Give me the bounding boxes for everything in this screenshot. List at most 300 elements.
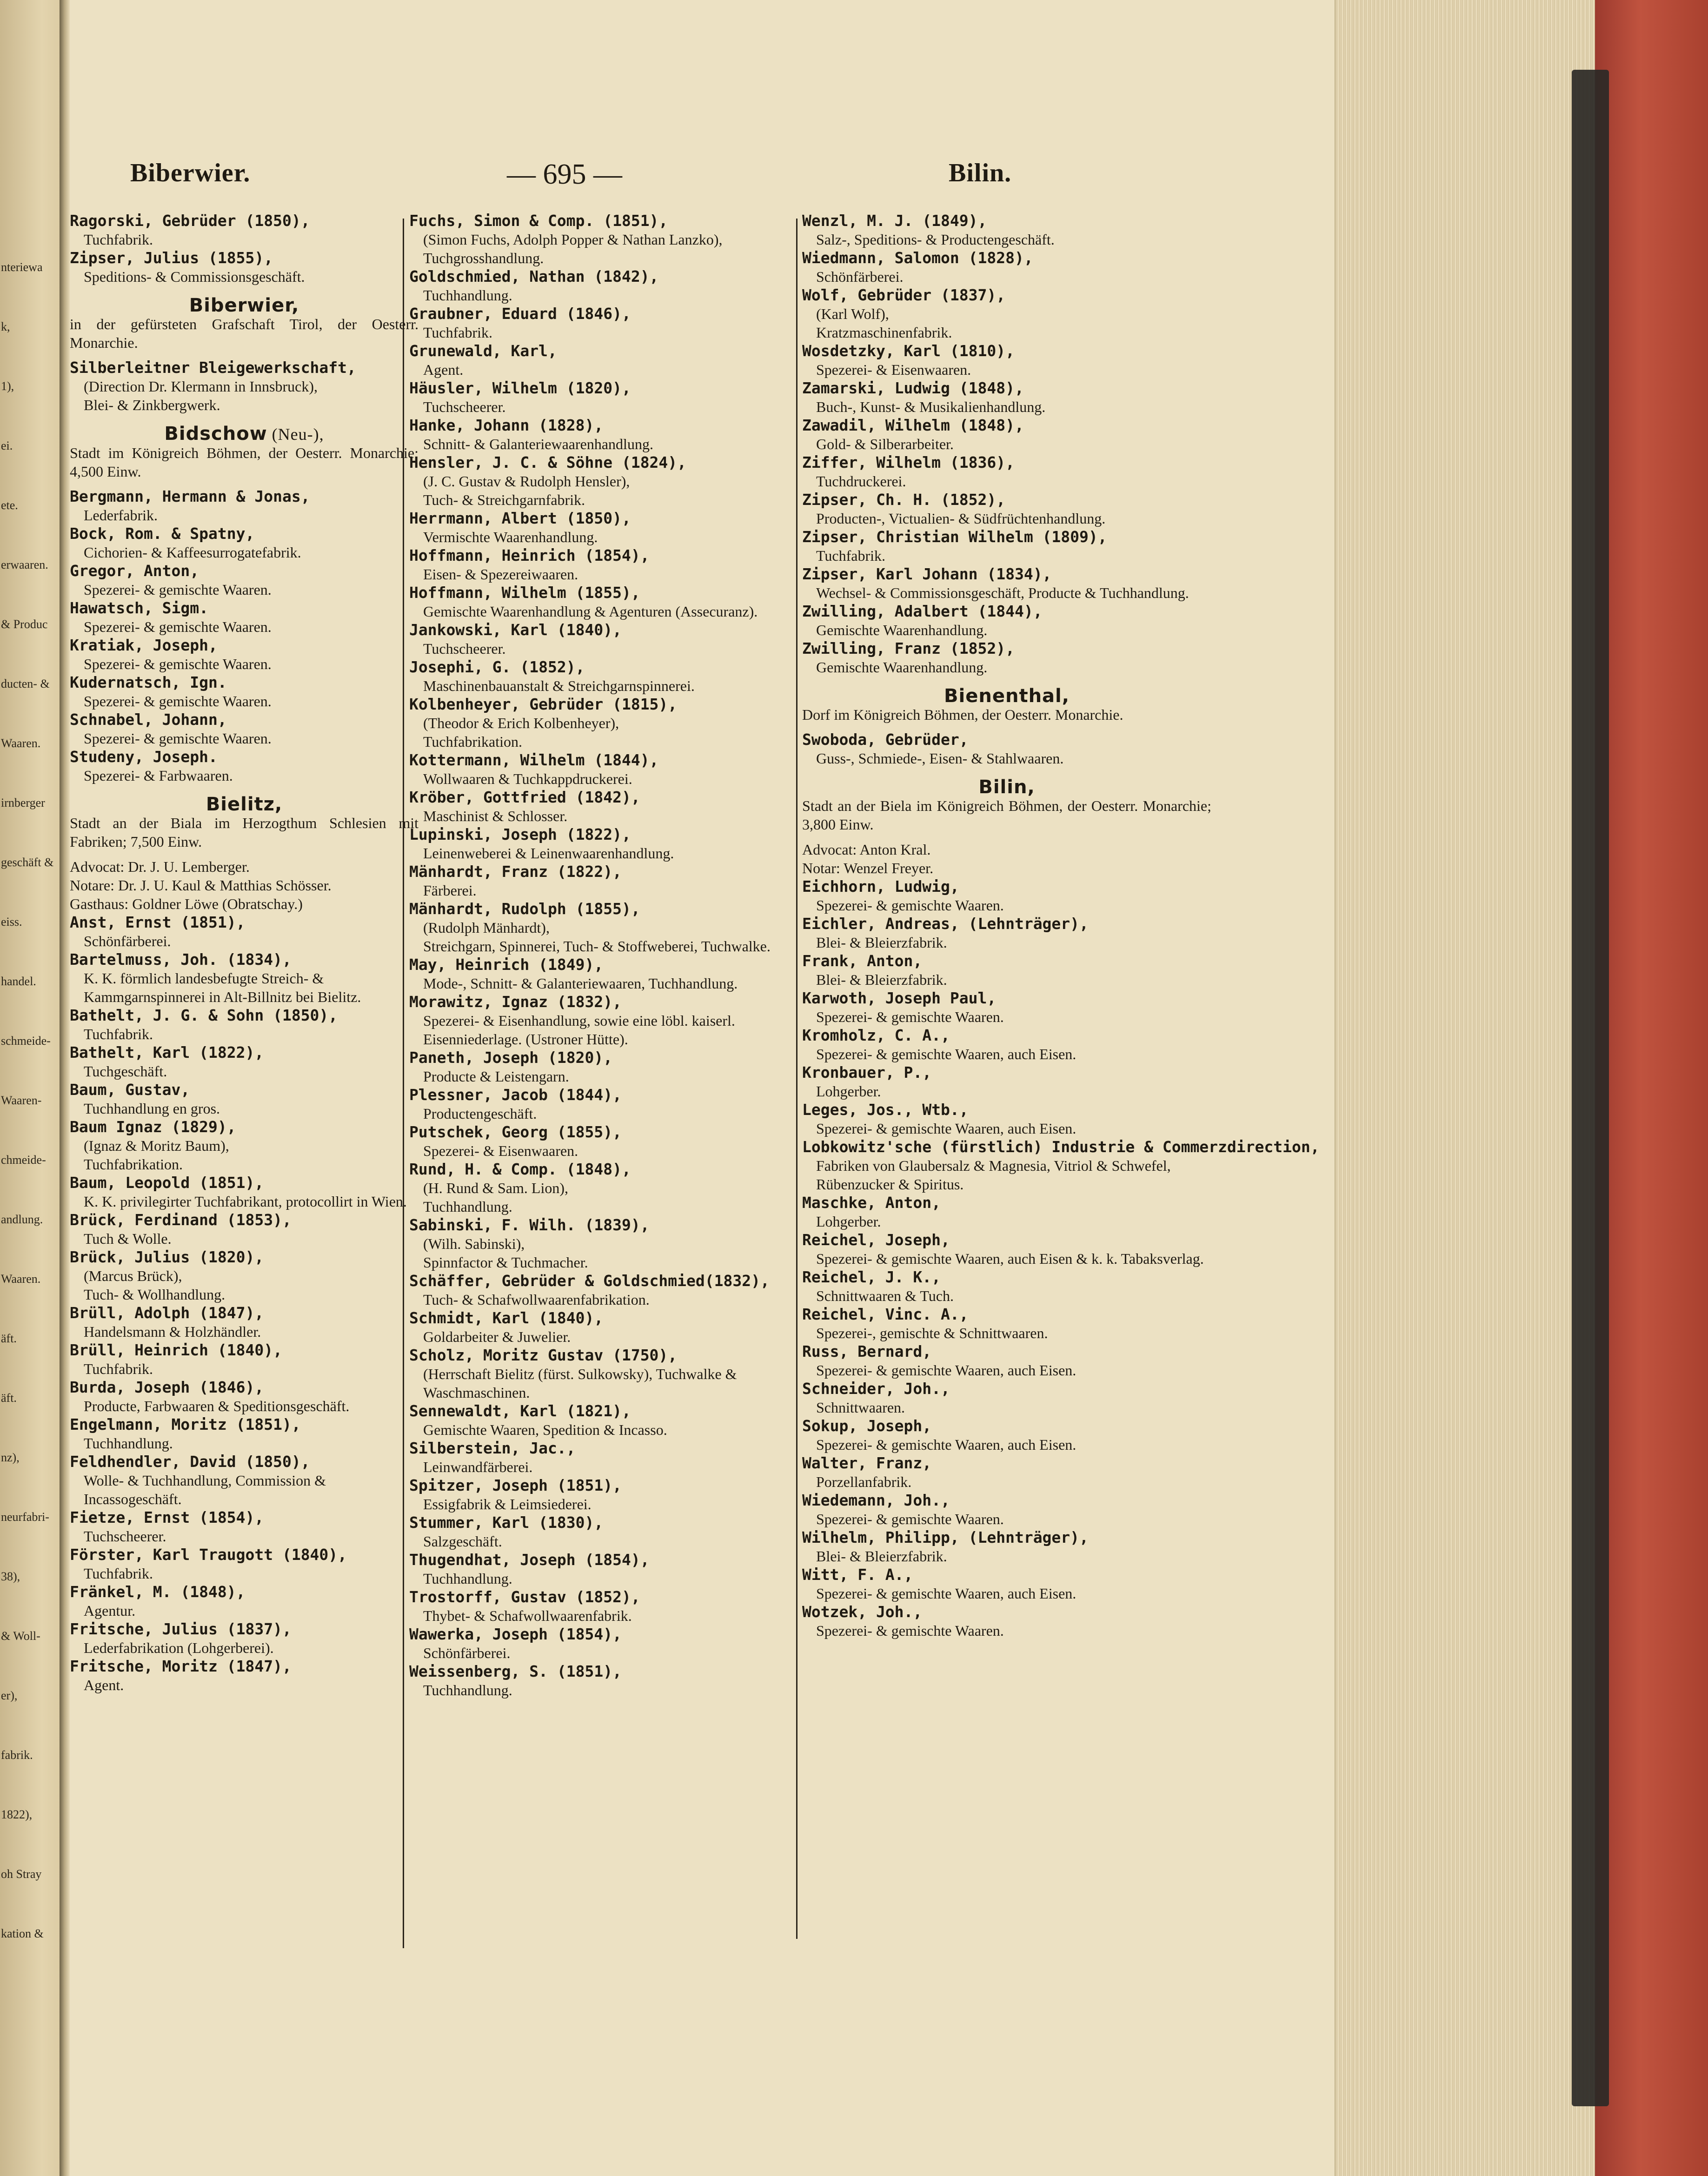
directory-entry bbox=[70, 524, 419, 562]
entry-name: Lobkowitz'sche (fürstlich) Industrie & Commerzdirection, bbox=[802, 1138, 1320, 1156]
entry-name: Fietze, Ernst (1854), bbox=[70, 1508, 264, 1526]
left-page-fragment: äft. bbox=[1, 1332, 17, 1345]
entry-name: Hoffmann, Wilhelm (1855), bbox=[409, 584, 640, 602]
entry-detail: Blei- & Zinkbergwerk. bbox=[84, 397, 220, 413]
entry-name: Häusler, Wilhelm (1820), bbox=[409, 379, 631, 397]
directory-entry bbox=[409, 509, 809, 546]
directory-entry bbox=[802, 1305, 1211, 1342]
entry-detail: (Direction Dr. Klermann in Innsbruck), bbox=[84, 378, 318, 395]
entry-detail: (Theodor & Erich Kolbenheyer), bbox=[423, 715, 619, 731]
directory-entry bbox=[409, 862, 809, 900]
directory-entry bbox=[70, 1248, 419, 1304]
entry-detail: Productengeschäft. bbox=[423, 1105, 537, 1122]
entry-name: Hanke, Johann (1828), bbox=[409, 416, 604, 434]
section-description: Stadt an der Biela im Königreich Böhmen, der Oesterr. Monarchie; 3,800 Einw. bbox=[802, 797, 1211, 833]
left-page-fragment: ete. bbox=[1, 498, 18, 512]
entry-name: Baum, Gustav, bbox=[70, 1081, 190, 1099]
entry-name: Fuchs, Simon & Comp. (1851), bbox=[409, 212, 668, 230]
left-page-fragment: Waaren- bbox=[1, 1094, 42, 1107]
entry-detail: Wolle- & Tuchhandlung, Commission & Incassogeschäft. bbox=[84, 1472, 326, 1507]
entry-detail: Tuchscheerer. bbox=[423, 640, 506, 657]
directory-entry bbox=[409, 584, 809, 621]
left-page-fragment: andlung. bbox=[1, 1213, 43, 1226]
entry-name: Bock, Rom. & Spatny, bbox=[70, 524, 255, 543]
running-header-right: Bilin. bbox=[949, 159, 1012, 187]
entry-name: Russ, Bernard, bbox=[802, 1342, 932, 1360]
entry-detail: Schnittwaaren. bbox=[816, 1399, 905, 1416]
entry-name: Mänhardt, Franz (1822), bbox=[409, 862, 622, 881]
entry-name: Förster, Karl Traugott (1840), bbox=[70, 1546, 347, 1564]
directory-entry bbox=[70, 1081, 419, 1118]
entry-detail: Maschinist & Schlosser. bbox=[423, 808, 568, 824]
directory-entry bbox=[802, 989, 1211, 1026]
directory-entry bbox=[802, 1194, 1211, 1231]
entry-detail: Tuchhandlung. bbox=[84, 1435, 173, 1452]
entry-name: Kratiak, Joseph, bbox=[70, 636, 218, 654]
entry-name: Wotzek, Joh., bbox=[802, 1603, 923, 1621]
entry-name: Brüll, Heinrich (1840), bbox=[70, 1341, 282, 1359]
directory-entry bbox=[409, 955, 809, 993]
entry-detail: (Rudolph Mänhardt), bbox=[423, 919, 550, 936]
entry-name: Stummer, Karl (1830), bbox=[409, 1513, 604, 1532]
entry-detail: Gemischte Waaren, Spedition & Incasso. bbox=[423, 1421, 667, 1438]
entry-detail: Cichorien- & Kaffeesurrogatefabrik. bbox=[84, 544, 301, 561]
page-block-edge bbox=[1335, 0, 1596, 2176]
directory-entry bbox=[409, 1625, 809, 1662]
entry-name: Leges, Jos., Wtb., bbox=[802, 1101, 969, 1119]
official-listing: Advocat: Anton Kral. bbox=[802, 841, 931, 858]
entry-detail: Spezerei- & gemischte Waaren. bbox=[84, 656, 272, 672]
entry-name: Schneider, Joh., bbox=[802, 1380, 950, 1398]
entry-name: Sabinski, F. Wilh. (1839), bbox=[409, 1216, 650, 1234]
directory-entry bbox=[409, 1551, 809, 1588]
left-page-fragment: er), bbox=[1, 1689, 18, 1702]
entry-detail: Tuchhandlung. bbox=[423, 1570, 512, 1587]
directory-entry bbox=[802, 1026, 1211, 1063]
entry-detail: Producte & Leistengarn. bbox=[423, 1068, 569, 1085]
entry-detail: (Ignaz & Moritz Baum), bbox=[84, 1137, 229, 1154]
left-page-fragment: irnberger bbox=[1, 796, 45, 809]
section-heading bbox=[70, 795, 419, 814]
entry-detail: Blei- & Bleierzfabrik. bbox=[816, 934, 947, 951]
directory-entry bbox=[70, 913, 419, 950]
entry-detail: Gemischte Waarenhandlung & Agenturen (Assecuranz). bbox=[423, 603, 758, 620]
directory-entry bbox=[802, 1138, 1320, 1194]
left-page-fragment: & Produc bbox=[1, 617, 48, 631]
entry-name: Zwilling, Franz (1852), bbox=[802, 639, 1015, 657]
entry-detail: Lohgerber. bbox=[816, 1083, 881, 1100]
entry-detail: Tuchhandlung. bbox=[423, 1198, 512, 1215]
section-description: in der gefürsteten Grafschaft Tirol, der Oesterr. Monarchie. bbox=[70, 316, 419, 351]
entry-detail: Salzgeschäft. bbox=[423, 1533, 502, 1550]
entry-detail: Producte, Farbwaaren & Speditionsgeschäft. bbox=[84, 1398, 350, 1414]
directory-entry bbox=[802, 1380, 1211, 1417]
entry-detail: Guss-, Schmiede-, Eisen- & Stahlwaaren. bbox=[816, 750, 1064, 767]
section-heading bbox=[70, 425, 419, 444]
directory-entry bbox=[70, 1583, 419, 1620]
section-description: Stadt an der Biala im Herzogthum Schlesien mit Fabriken; 7,500 Einw. bbox=[70, 815, 419, 850]
directory-entry bbox=[802, 453, 1211, 491]
entry-name: Wosdetzky, Karl (1810), bbox=[802, 342, 1015, 360]
directory-entry bbox=[802, 1417, 1211, 1454]
entry-detail: (Herrschaft Bielitz (fürst. Sulkowsky), Tuchwalke & Waschmaschinen. bbox=[423, 1366, 737, 1401]
entry-detail: Tuchfabrik. bbox=[816, 547, 886, 564]
entry-detail: Spezerei- & Eisenwaaren. bbox=[423, 1142, 578, 1159]
entry-detail: Thybet- & Schafwollwaarenfabrik. bbox=[423, 1607, 632, 1624]
entry-detail: Tuch- & Streichgarnfabrik. bbox=[423, 491, 585, 508]
entry-name: May, Heinrich (1849), bbox=[409, 955, 604, 974]
entry-detail: Spezerei- & gemischte Waaren. bbox=[84, 618, 272, 635]
entry-detail: Spezerei- & gemischte Waaren, auch Eisen. bbox=[816, 1436, 1077, 1453]
directory-entry bbox=[802, 1342, 1211, 1380]
entry-detail: Spezerei- & Eisenwaaren. bbox=[816, 361, 971, 378]
left-page-fragment: fabrik. bbox=[1, 1748, 33, 1762]
spacer bbox=[802, 724, 1211, 730]
directory-entry bbox=[70, 562, 419, 599]
entry-detail: Essigfabrik & Leimsiederei. bbox=[423, 1496, 591, 1513]
left-page-fragment: neurfabri- bbox=[1, 1510, 49, 1524]
directory-entry bbox=[802, 639, 1211, 677]
directory-entry bbox=[802, 565, 1211, 602]
directory-entry bbox=[70, 950, 419, 1006]
entry-detail: Blei- & Bleierzfabrik. bbox=[816, 971, 947, 988]
directory-entry bbox=[802, 1231, 1211, 1268]
entry-detail: Spezerei- & Eisenhandlung, sowie eine löbl. kaiserl. Eisenniederlage. (Ustroner Hütte). bbox=[423, 1012, 735, 1048]
left-page-fragment: handel. bbox=[1, 975, 36, 988]
entry-name: Jankowski, Karl (1840), bbox=[409, 621, 622, 639]
entry-name: Fritsche, Julius (1837), bbox=[70, 1620, 292, 1638]
left-page-fragment: 1822), bbox=[1, 1808, 33, 1821]
entry-detail: Producten-, Victualien- & Südfrüchtenhandlung. bbox=[816, 510, 1106, 527]
book-cover bbox=[1595, 0, 1708, 2176]
column-1 bbox=[70, 212, 419, 1694]
left-page-fragment: Waaren. bbox=[1, 736, 41, 750]
entry-detail: (J. C. Gustav & Rudolph Hensler), bbox=[423, 473, 630, 490]
entry-name: Wilhelm, Philipp, (Lehnträger), bbox=[802, 1528, 1089, 1546]
entry-name: Engelmann, Moritz (1851), bbox=[70, 1415, 301, 1433]
directory-entry bbox=[409, 1086, 809, 1123]
directory-entry bbox=[802, 1566, 1211, 1603]
entry-detail: Tuchhandlung. bbox=[423, 287, 512, 304]
entry-detail: Gemischte Waarenhandlung. bbox=[816, 622, 988, 638]
entry-detail: Tuchgeschäft. bbox=[84, 1063, 167, 1080]
entry-name: Burda, Joseph (1846), bbox=[70, 1378, 264, 1396]
entry-detail: Schönfärberei. bbox=[816, 268, 904, 285]
section-heading bbox=[802, 778, 1211, 796]
entry-name: Zawadil, Wilhelm (1848), bbox=[802, 416, 1024, 434]
directory-entry bbox=[409, 212, 809, 267]
directory-entry bbox=[802, 1268, 1211, 1305]
left-page-fragment: ei. bbox=[1, 439, 13, 452]
directory-entry bbox=[409, 1476, 809, 1513]
directory-entry bbox=[802, 249, 1211, 286]
left-page-fragment: 1), bbox=[1, 379, 14, 393]
directory-entry bbox=[802, 1528, 1211, 1566]
directory-entry bbox=[409, 342, 809, 379]
entry-name: Kudernatsch, Ign. bbox=[70, 673, 227, 691]
directory-entry bbox=[802, 877, 1211, 915]
entry-name: Reichel, Joseph, bbox=[802, 1231, 950, 1249]
entry-name: Rund, H. & Comp. (1848), bbox=[409, 1160, 631, 1178]
entry-name: Sennewaldt, Karl (1821), bbox=[409, 1402, 631, 1420]
entry-detail: Kratzmaschinenfabrik. bbox=[816, 324, 952, 341]
column-3 bbox=[802, 212, 1320, 1640]
directory-entry bbox=[802, 1063, 1211, 1101]
entry-detail: Spezerei- & gemischte Waaren. bbox=[84, 581, 272, 598]
directory-entry bbox=[409, 1272, 809, 1309]
directory-entry bbox=[70, 1043, 419, 1081]
official-listing: Gasthaus: Goldner Löwe (Obratschay.) bbox=[70, 896, 303, 912]
entry-name: Goldschmied, Nathan (1842), bbox=[409, 267, 659, 285]
directory-entry bbox=[70, 673, 419, 710]
entry-name: Feldhendler, David (1850), bbox=[70, 1453, 310, 1471]
section-place: Bienenthal, bbox=[944, 685, 1070, 707]
entry-name: Josephi, G. (1852), bbox=[409, 658, 585, 676]
directory-entry bbox=[70, 636, 419, 673]
entry-name: Kronbauer, P., bbox=[802, 1063, 932, 1081]
directory-entry bbox=[409, 621, 809, 658]
directory-entry bbox=[409, 993, 809, 1048]
entry-name: Schnabel, Johann, bbox=[70, 710, 227, 729]
entry-name: Weissenberg, S. (1851), bbox=[409, 1662, 622, 1680]
spacer bbox=[70, 851, 419, 857]
entry-detail: Goldarbeiter & Juwelier. bbox=[423, 1328, 571, 1345]
page-number: — 695 — bbox=[507, 159, 622, 190]
directory-entry bbox=[70, 1620, 419, 1657]
directory-entry bbox=[409, 695, 809, 751]
directory-entry bbox=[409, 825, 809, 862]
entry-name: Ragorski, Gebrüder (1850), bbox=[70, 212, 310, 230]
entry-name: Brüll, Adolph (1847), bbox=[70, 1304, 264, 1322]
section-place: Biberwier, bbox=[189, 295, 299, 316]
directory-entry bbox=[802, 1454, 1211, 1491]
directory-entry bbox=[70, 1546, 419, 1583]
directory-entry bbox=[802, 286, 1211, 342]
entry-detail: Schönfärberei. bbox=[84, 933, 171, 949]
entry-name: Bathelt, Karl (1822), bbox=[70, 1043, 264, 1061]
directory-entry bbox=[409, 416, 809, 453]
directory-entry bbox=[409, 1048, 809, 1086]
entry-detail: Wechsel- & Commissionsgeschäft, Producte & Tuchhandlung. bbox=[816, 584, 1189, 601]
entry-name: Wenzl, M. J. (1849), bbox=[802, 212, 987, 230]
entry-detail: Agent. bbox=[423, 361, 464, 378]
entry-name: Kromholz, C. A., bbox=[802, 1026, 950, 1044]
entry-detail: Gemischte Waarenhandlung. bbox=[816, 659, 988, 676]
entry-name: Thugendhat, Joseph (1854), bbox=[409, 1551, 650, 1569]
entry-detail: Mode-, Schnitt- & Galanteriewaaren, Tuchhandlung. bbox=[423, 975, 738, 992]
left-page-fragment: eiss. bbox=[1, 915, 22, 929]
entry-name: Swoboda, Gebrüder, bbox=[802, 730, 969, 749]
entry-detail: Wollwaaren & Tuchkappdruckerei. bbox=[423, 770, 632, 787]
entry-name: Gregor, Anton, bbox=[70, 562, 199, 580]
entry-detail: Tuchscheerer. bbox=[84, 1528, 166, 1545]
section-place: Bidschow bbox=[164, 423, 267, 444]
directory-entry bbox=[409, 1402, 809, 1439]
entry-detail: Spezerei- & gemischte Waaren, auch Eisen. bbox=[816, 1120, 1077, 1137]
directory-entry bbox=[70, 212, 419, 249]
directory-entry bbox=[802, 915, 1211, 952]
entry-name: Kolbenheyer, Gebrüder (1815), bbox=[409, 695, 678, 713]
directory-entry bbox=[802, 952, 1211, 989]
directory-entry bbox=[802, 528, 1211, 565]
entry-name: Bergmann, Hermann & Jonas, bbox=[70, 487, 310, 505]
book-spine-binding bbox=[1572, 70, 1609, 2106]
entry-name: Hoffmann, Heinrich (1854), bbox=[409, 546, 650, 564]
entry-name: Reichel, J. K., bbox=[802, 1268, 941, 1286]
directory-entry bbox=[70, 1415, 419, 1453]
directory-entry bbox=[70, 1118, 419, 1174]
entry-name: Kröber, Gottfried (1842), bbox=[409, 788, 640, 806]
section-place: Bielitz, bbox=[206, 794, 283, 815]
entry-detail: Tuch- & Wollhandlung. bbox=[84, 1286, 226, 1303]
section-description: Stadt im Königreich Böhmen, der Oesterr. Monarchie; 4,500 Einw. bbox=[70, 444, 419, 480]
directory-entry bbox=[802, 416, 1211, 453]
spacer bbox=[802, 834, 1211, 840]
entry-name: Anst, Ernst (1851), bbox=[70, 913, 246, 931]
entry-detail: Eisen- & Spezereiwaaren. bbox=[423, 566, 578, 583]
section-heading bbox=[802, 687, 1211, 705]
entry-detail: Tuchscheerer. bbox=[423, 398, 506, 415]
directory-entry bbox=[409, 658, 809, 695]
section-qualifier: (Neu-), bbox=[267, 425, 324, 444]
entry-detail: Schnitt- & Galanteriewaarenhandlung. bbox=[423, 436, 653, 452]
directory-entry bbox=[409, 751, 809, 788]
entry-detail: Spezerei- & gemischte Waaren, auch Eisen. bbox=[816, 1046, 1077, 1062]
entry-detail: Leinenweberei & Leinenwaarenhandlung. bbox=[423, 845, 674, 862]
entry-detail: Tuchhandlung. bbox=[423, 1682, 512, 1698]
left-page-fragment: & Woll- bbox=[1, 1629, 40, 1643]
entry-name: Ziffer, Wilhelm (1836), bbox=[802, 453, 1015, 471]
entry-detail: Tuchfabrik. bbox=[84, 231, 153, 248]
entry-detail: Tuchfabrikation. bbox=[84, 1156, 183, 1173]
entry-name: Schäffer, Gebrüder & Goldschmied(1832), bbox=[409, 1272, 770, 1290]
directory-entry bbox=[70, 358, 419, 414]
directory-entry bbox=[802, 212, 1211, 249]
directory-entry bbox=[802, 342, 1211, 379]
entry-detail: Färberei. bbox=[423, 882, 477, 899]
entry-detail: Tuchfabrik. bbox=[423, 324, 493, 341]
left-page-fragment: nz), bbox=[1, 1451, 20, 1464]
entry-detail: (H. Rund & Sam. Lion), bbox=[423, 1180, 568, 1196]
entry-name: Karwoth, Joseph Paul, bbox=[802, 989, 997, 1007]
directory-entry bbox=[70, 748, 419, 785]
entry-detail: Tuchhandlung en gros. bbox=[84, 1100, 220, 1117]
entry-name: Zipser, Julius (1855), bbox=[70, 249, 273, 267]
left-page-fragment: oh Stray bbox=[1, 1867, 42, 1881]
entry-name: Paneth, Joseph (1820), bbox=[409, 1048, 613, 1067]
entry-name: Morawitz, Ignaz (1832), bbox=[409, 993, 622, 1011]
entry-name: Baum Ignaz (1829), bbox=[70, 1118, 236, 1136]
entry-name: Wolf, Gebrüder (1837), bbox=[802, 286, 1006, 304]
directory-entry bbox=[409, 1216, 809, 1272]
section-description: Dorf im Königreich Böhmen, der Oesterr. Monarchie. bbox=[802, 706, 1123, 723]
entry-name: Zamarski, Ludwig (1848), bbox=[802, 379, 1024, 397]
entry-name: Zwilling, Adalbert (1844), bbox=[802, 602, 1043, 620]
directory-entry bbox=[70, 1006, 419, 1043]
directory-entry bbox=[802, 379, 1211, 416]
entry-detail: Lederfabrikation (Lohgerberei). bbox=[84, 1639, 274, 1656]
entry-detail: Spezerei- & gemischte Waaren. bbox=[816, 897, 1004, 914]
directory-entry bbox=[70, 599, 419, 636]
entry-detail: Maschinenbauanstalt & Streichgarnspinnerei. bbox=[423, 677, 695, 694]
left-page-fragment: nteriewa bbox=[1, 260, 43, 274]
directory-entry bbox=[802, 1491, 1211, 1528]
entry-name: Brück, Julius (1820), bbox=[70, 1248, 264, 1266]
directory-entry bbox=[409, 305, 809, 342]
entry-detail: Agentur. bbox=[84, 1602, 136, 1619]
entry-detail: Streichgarn, Spinnerei, Tuch- & Stoffweberei, Tuchwalke. bbox=[423, 938, 771, 955]
entry-detail: Spezerei- & Farbwaaren. bbox=[84, 767, 233, 784]
left-page-fragment: schmeide- bbox=[1, 1034, 51, 1048]
directory-entry bbox=[70, 1304, 419, 1341]
entry-name: Wawerka, Joseph (1854), bbox=[409, 1625, 622, 1643]
entry-name: Zipser, Ch. H. (1852), bbox=[802, 491, 1006, 509]
entry-name: Bartelmuss, Joh. (1834), bbox=[70, 950, 292, 969]
entry-name: Zipser, Karl Johann (1834), bbox=[802, 565, 1052, 583]
directory-entry bbox=[409, 1662, 809, 1699]
entry-name: Maschke, Anton, bbox=[802, 1194, 941, 1212]
entry-detail: (Simon Fuchs, Adolph Popper & Nathan Lanzko), bbox=[423, 231, 723, 248]
directory-entry bbox=[409, 1123, 809, 1160]
directory-entry bbox=[70, 1508, 419, 1546]
entry-detail: Spezerei- & gemischte Waaren, auch Eisen. bbox=[816, 1585, 1077, 1602]
directory-entry bbox=[409, 1309, 809, 1346]
entry-detail: (Karl Wolf), bbox=[816, 305, 889, 322]
entry-detail: Speditions- & Commissionsgeschäft. bbox=[84, 268, 305, 285]
running-header-left: Biberwier. bbox=[130, 159, 251, 187]
entry-name: Frank, Anton, bbox=[802, 952, 923, 970]
entry-name: Wiedemann, Joh., bbox=[802, 1491, 950, 1509]
section-place: Bilin, bbox=[978, 776, 1035, 798]
entry-detail: Spezerei- & gemischte Waaren, auch Eisen. bbox=[816, 1362, 1077, 1379]
entry-name: Silberstein, Jac., bbox=[409, 1439, 576, 1457]
entry-name: Hensler, J. C. & Söhne (1824), bbox=[409, 453, 687, 471]
entry-name: Lupinski, Joseph (1822), bbox=[409, 825, 631, 843]
entry-detail: Tuchdruckerei. bbox=[816, 473, 906, 490]
official-listing: Notar: Wenzel Freyer. bbox=[802, 860, 934, 876]
entry-detail: Spinnfactor & Tuchmacher. bbox=[423, 1254, 588, 1271]
directory-entry bbox=[409, 453, 809, 509]
official-listing: Notare: Dr. J. U. Kaul & Matthias Schösser. bbox=[70, 877, 332, 894]
entry-name: Plessner, Jacob (1844), bbox=[409, 1086, 622, 1104]
entry-name: Mänhardt, Rudolph (1855), bbox=[409, 900, 640, 918]
entry-name: Zipser, Christian Wilhelm (1809), bbox=[802, 528, 1107, 546]
left-page-fragment: erwaaren. bbox=[1, 558, 48, 571]
entry-detail: Spezerei-, gemischte & Schnittwaaren. bbox=[816, 1325, 1048, 1341]
spacer bbox=[70, 481, 419, 487]
directory-entry bbox=[409, 379, 809, 416]
entry-detail: Buch-, Kunst- & Musikalienhandlung. bbox=[816, 398, 1046, 415]
entry-name: Wiedmann, Salomon (1828), bbox=[802, 249, 1033, 267]
entry-detail: Spezerei- & gemischte Waaren, auch Eisen & k. k. Tabaksverlag. bbox=[816, 1250, 1204, 1267]
left-page-fragment: äft. bbox=[1, 1391, 17, 1405]
entry-detail: K. K. förmlich landesbefugte Streich- & Kammgarnspinnerei in Alt-Billnitz bei Bielitz. bbox=[84, 970, 361, 1005]
entry-detail: Porzellanfabrik. bbox=[816, 1473, 912, 1490]
entry-name: Brück, Ferdinand (1853), bbox=[70, 1211, 292, 1229]
left-page-fragment: ducten- & bbox=[1, 677, 50, 690]
entry-name: Silberleitner Bleigewerkschaft, bbox=[70, 358, 356, 377]
directory-entry bbox=[70, 1453, 419, 1508]
entry-name: Eichler, Andreas, (Lehnträger), bbox=[802, 915, 1089, 933]
entry-detail: Blei- & Bleierzfabrik. bbox=[816, 1548, 947, 1565]
directory-entry bbox=[802, 602, 1211, 639]
entry-name: Trostorff, Gustav (1852), bbox=[409, 1588, 640, 1606]
directory-entry bbox=[70, 1174, 419, 1211]
entry-name: Putschek, Georg (1855), bbox=[409, 1123, 622, 1141]
left-page-fragment: Waaren. bbox=[1, 1272, 41, 1286]
entry-detail: Lohgerber. bbox=[816, 1213, 881, 1230]
column-2 bbox=[409, 212, 809, 1699]
